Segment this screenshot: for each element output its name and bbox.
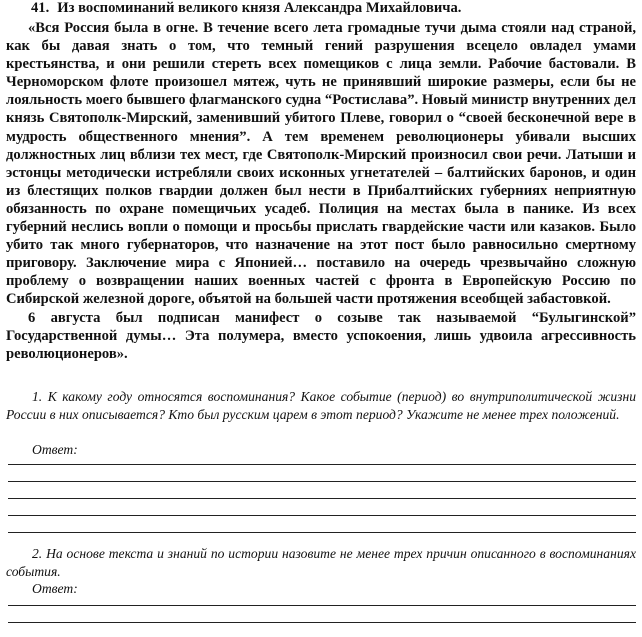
task-header [31, 0, 461, 17]
answer-line [8, 515, 636, 516]
source-text [6, 19, 636, 363]
answer-line [8, 498, 636, 499]
answer-line [8, 464, 636, 465]
answer-line [8, 605, 636, 606]
answer-line [8, 622, 636, 623]
source-paragraph-1: «Вся Россия была в огне. В течение всего лета громадные тучи дыма стояли над страной, как бы давая знать о том, что темный гений разрушения всецело овладел умами крестьянства, и они решили стереть всех помещиков с лица земли. Рабочие бастовали. В Черноморском флоте произошел мятеж, чуть не принявший широкие размеры, если бы не лояльность моего бывшего флагманского судна “Ростислава”. Новый министр внутренних дел князь Святополк-Мирский, заменивший убитого Плеве, говорил о “своей бесконечной вере в мудрость общественного мнения”. А тем временем революционеры убивали высших должностных лиц вблизи тех мест, где Святополк-Мирский произносил свои речи. Латыши и эстонцы методически истребляли своих исконных угнетателей – балтийских баронов, и один из блестящих полков гвардии должен был нести в Прибалтийских губерниях неприятную обязанность по охране помещичьих усадеб. Полиция на местах была в панике. Из всех губерний неслись вопли о помощи и просьбы прислать гвардейские части или казаков. Было убито так много губернаторов, что назначение на этот пост было равносильно смертному приговору. Заключение мира с Японией… поставило на очередь чрезвычайно сложную проблему о возвращении наших военных частей с фронта в Европейскую Россию по Сибирской железной дороге, объятой на большей части протяжения всеобщей забастовкой. [6, 20, 636, 308]
source-paragraph-2: 6 августа был подписан манифест о созыве так называемой “Булыгинской” Государственной думы… Эта полумера, вместо успокоения, лишь удвоила агрессивность революционеров». [6, 309, 636, 362]
task-number: 41. [31, 0, 50, 16]
question-1: 1. К какому году относятся воспоминания? Какое событие (период) во внутриполитической жизни России в них описывается? Кто был русским царем в этот период? Укажите не менее трех положений. [6, 389, 636, 422]
answer-label-1: Ответ: [32, 442, 78, 457]
question-2: 2. На основе текста и знаний по истории назовите не менее трех причин описанного в воспоминаниях события. [6, 546, 636, 579]
answer-line [8, 532, 636, 533]
answer-label-2: Ответ: [32, 581, 78, 596]
answer-line [8, 481, 636, 482]
task-title: Из воспоминаний великого князя Александра Михайловича. [57, 0, 462, 16]
